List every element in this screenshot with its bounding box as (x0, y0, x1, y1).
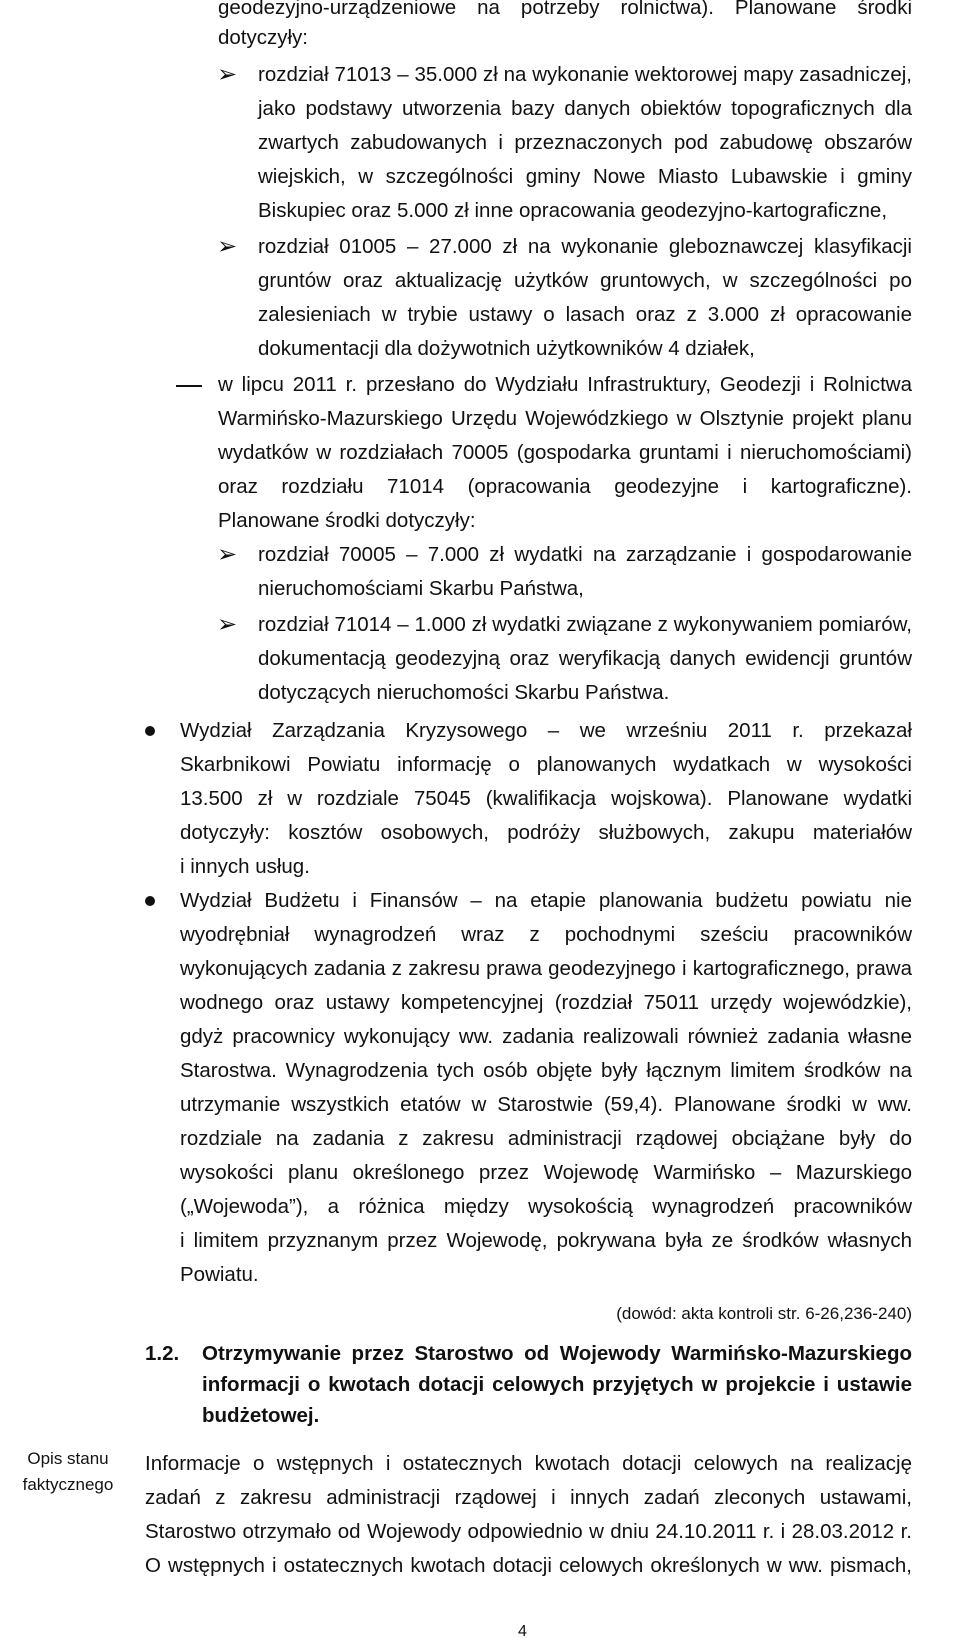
text-line: wysokości planu określonego przez Wojewodę Warmińsko – Mazurskiego (180, 1161, 912, 1184)
bullet-icon (145, 726, 155, 736)
text-line: i limitem przyznanym przez Wojewodę, pokrywana była ze środków własnych (180, 1229, 912, 1252)
text-line: dokumentacji dla dożywotnich użytkowników 4 działek, (258, 337, 755, 360)
margin-note-line: faktycznego (22, 1475, 114, 1494)
text-line: rozdziale na zadania z zakresu administracji rządowej obciążane były do (180, 1127, 912, 1150)
text-line: O wstępnych i ostatecznych kwotach dotacji celowych określonych w ww. pismach, (145, 1554, 912, 1577)
text-line: Planowane środki dotyczyły: (218, 509, 476, 532)
text-line: 13.500 zł w rozdziale 75045 (kwalifikacja wojskowa). Planowane wydatki (180, 787, 912, 810)
dash-bullet-icon (176, 385, 202, 387)
text-line: Warmińsko-Mazurskiego Urzędu Wojewódzkiego w Olsztynie projekt planu (218, 407, 912, 430)
section-number: 1.2. (145, 1342, 180, 1365)
text-line: nieruchomościami Skarbu Państwa, (258, 577, 584, 600)
section-title-line: budżetowej. (202, 1404, 320, 1427)
text-line: Skarbnikowi Powiatu informację o planowanych wydatkach w wysokości (180, 753, 912, 776)
text-line: rozdział 01005 – 27.000 zł na wykonanie gleboznawczej klasyfikacji (258, 235, 912, 258)
text-line: rozdział 71013 – 35.000 zł na wykonanie wektorowej mapy zasadniczej, (258, 63, 912, 86)
text-line: dokumentacją geodezyjną oraz weryfikacją danych ewidencji gruntów (258, 647, 912, 670)
text-line: zadań z zakresu administracji rządowej i innych zadań zleconych ustawami, (145, 1486, 912, 1509)
text-line: („Wojewoda”), a różnica między wysokością wynagrodzeń pracowników (180, 1195, 912, 1218)
text-line: Starostwo otrzymało od Wojewody odpowiednio w dniu 24.10.2011 r. i 28.03.2012 r. (145, 1520, 912, 1543)
text-line: dotyczyły: kosztów osobowych, podróży służbowych, zakupu materiałów (180, 821, 912, 844)
arrow-bullet-icon: ➢ (217, 61, 238, 88)
text-line: gruntów oraz aktualizację użytków gruntowych, w szczególności po (258, 269, 912, 292)
text-line: w lipcu 2011 r. przesłano do Wydziału Infrastruktury, Geodezji i Rolnictwa (218, 373, 912, 396)
text-line: dotyczących nieruchomości Skarbu Państwa. (258, 681, 670, 704)
margin-note-line: Opis stanu (27, 1449, 109, 1468)
text-line: geodezyjno-urządzeniowe na potrzeby rolnictwa). Planowane środki (218, 0, 912, 19)
text-line: wyodrębniał wynagrodzeń wraz z pochodnymi sześciu pracowników (180, 923, 912, 946)
bullet-icon (145, 896, 155, 906)
text-line: Starostwa. Wynagrodzenia tych osób objęte były łącznym limitem środków na (180, 1059, 912, 1082)
text-line: Informacje o wstępnych i ostatecznych kwotach dotacji celowych na realizację (145, 1452, 912, 1475)
text-line: rozdział 70005 – 7.000 zł wydatki na zarządzanie i gospodarowanie (258, 543, 912, 566)
text-line: Powiatu. (180, 1263, 259, 1286)
text-line: dotyczyły: (218, 26, 308, 49)
text-line: Wydział Zarządzania Kryzysowego – we wrześniu 2011 r. przekazał (180, 719, 912, 742)
arrow-bullet-icon: ➢ (217, 233, 238, 260)
section-title-line: informacji o kwotach dotacji celowych przyjętych w projekcie i ustawie (202, 1373, 912, 1396)
text-line: gdyż pracownicy wykonujący ww. zadania realizowali również zadania własne (180, 1025, 912, 1048)
page-number: 4 (518, 1623, 527, 1640)
text-line: jako podstawy utworzenia bazy danych obiektów topograficznych dla (258, 97, 912, 120)
text-line: Wydział Budżetu i Finansów – na etapie planowania budżetu powiatu nie (180, 889, 912, 912)
text-line: Biskupiec oraz 5.000 zł inne opracowania geodezyjno-kartograficzne, (258, 199, 888, 222)
text-line: zalesieniach w trybie ustawy o lasach oraz z 3.000 zł opracowanie (258, 303, 912, 326)
text-line: utrzymanie wszystkich etatów w Starostwie (59,4). Planowane środki w ww. (180, 1093, 912, 1116)
section-title-line: Otrzymywanie przez Starostwo od Wojewody Warmińsko-Mazurskiego (202, 1342, 912, 1365)
text-line: i innych usług. (180, 855, 310, 878)
margin-note (5, 1446, 131, 1498)
text-line: oraz rozdziału 71014 (opracowania geodezyjne i kartograficzne). (218, 475, 912, 498)
text-line: rozdział 71014 – 1.000 zł wydatki związane z wykonywaniem pomiarów, (258, 613, 912, 636)
text-line: wodnego oraz ustawy kompetencyjnej (rozdział 75011 urzędy wojewódzkie), (180, 991, 912, 1014)
text-line: wydatków w rozdziałach 70005 (gospodarka gruntami i nieruchomościami) (218, 441, 912, 464)
text-line: zwartych zabudowanych i przeznaczonych pod zabudowę obszarów (258, 131, 912, 154)
text-line: wiejskich, w szczególności gminy Nowe Miasto Lubawskie i gminy (258, 165, 912, 188)
arrow-bullet-icon: ➢ (217, 611, 238, 638)
text-line: wykonujących zadania z zakresu prawa geodezyjnego i kartograficznego, prawa (180, 957, 912, 980)
arrow-bullet-icon: ➢ (217, 541, 238, 568)
evidence-reference: (dowód: akta kontroli str. 6-26,236-240) (616, 1304, 912, 1323)
